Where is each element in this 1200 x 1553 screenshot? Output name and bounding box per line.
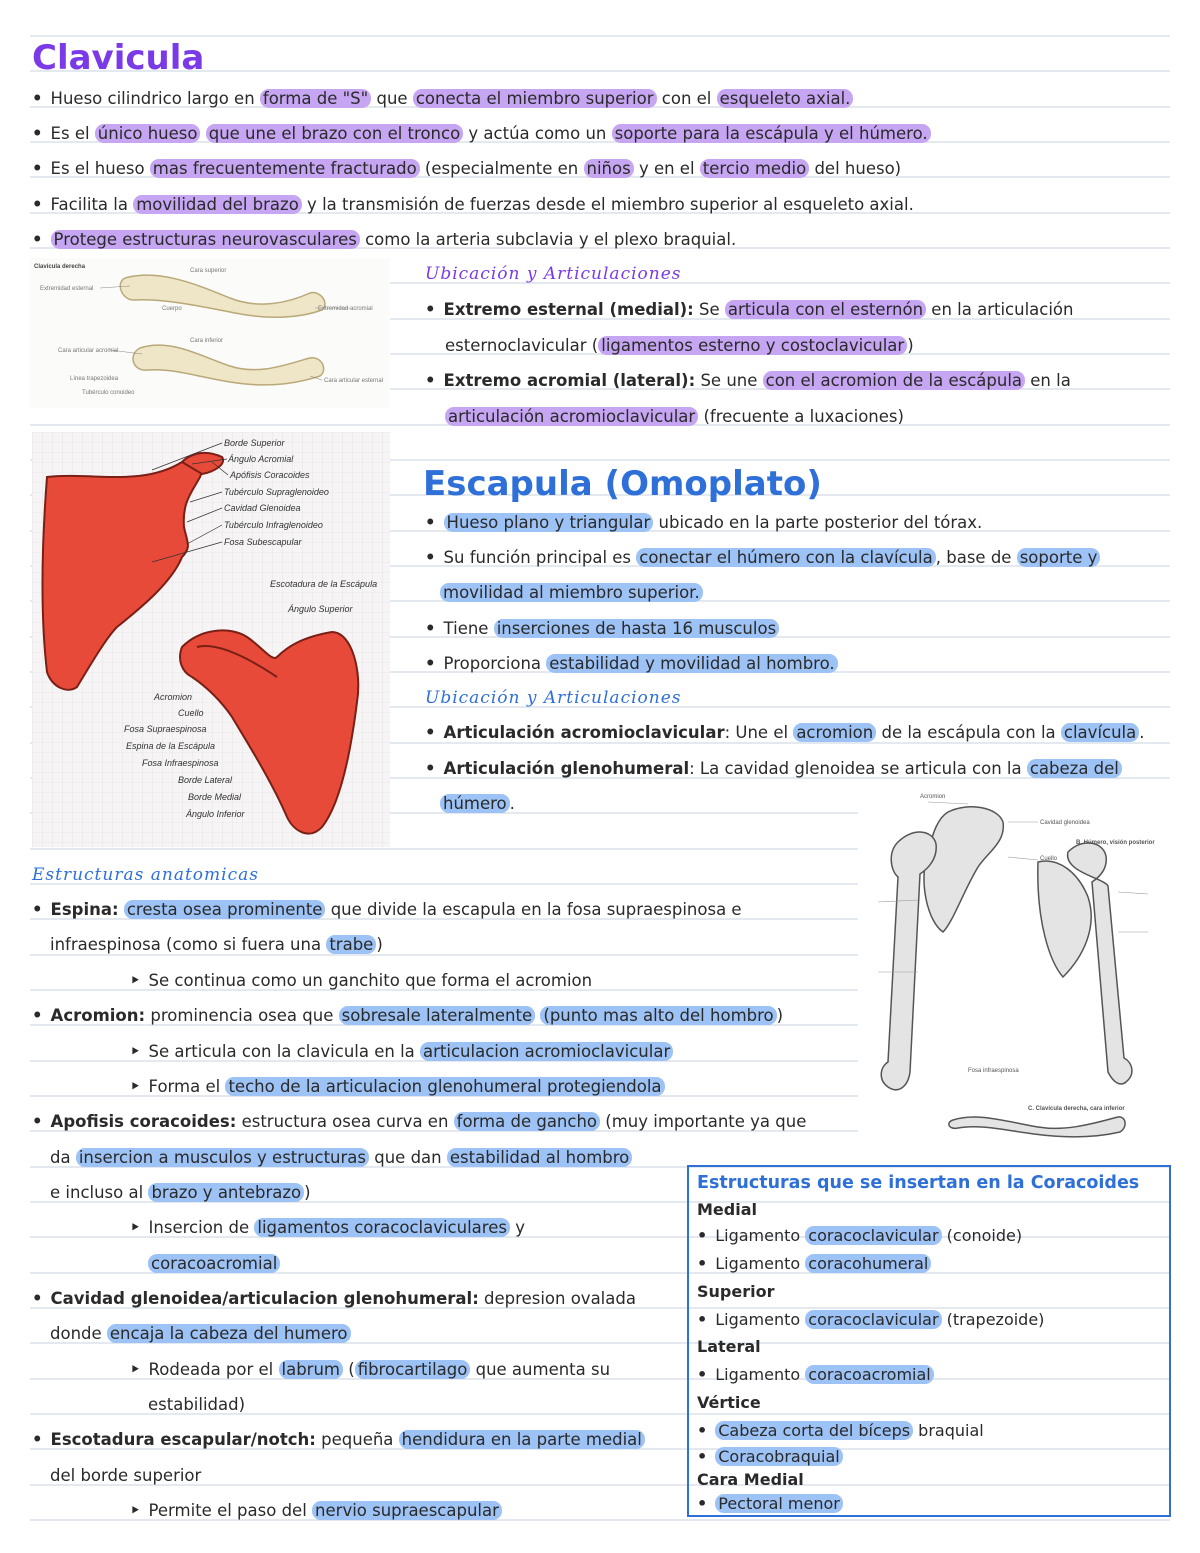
escotadura-item-cont: del borde superior bbox=[50, 1466, 202, 1485]
espina-subitem: ‣ Se continua como un ganchito que forma el acromion bbox=[130, 971, 593, 990]
superior-item-1: • Ligamento coracoclavicular (trapezoide) bbox=[697, 1310, 1045, 1329]
clavicle-label: Cara superior bbox=[190, 268, 227, 274]
clavicle-figure bbox=[30, 258, 390, 408]
vertice-item-2: • Coracobraquial bbox=[697, 1445, 843, 1469]
humerus-label: C. Clavícula derecha, cara inferior bbox=[1028, 1106, 1125, 1112]
scapula-lateral-sketch bbox=[1038, 861, 1091, 977]
scapula-posterior-sketch bbox=[924, 807, 1003, 932]
scapula-label: Cavidad Glenoidea bbox=[224, 503, 301, 513]
extremo-acromial: • Extremo acromial (lateral): Se une con el acromion de la escápula en la bbox=[425, 371, 1071, 390]
humerus-illustration bbox=[858, 782, 1170, 1142]
clavicle-label: Cuerpo bbox=[162, 306, 182, 312]
scapula-label: Acromion bbox=[154, 692, 193, 702]
extremo-esternal: • Extremo esternal (medial): Se articula con el esternón en la articulación bbox=[425, 300, 1074, 319]
articulacion-glenohumeral: • Articulación glenohumeral: La cavidad glenoidea se articula con la cabeza del bbox=[425, 757, 1122, 781]
escapula-bullet-2: • Su función principal es conectar el húmero con la clavícula , base de soporte y bbox=[425, 546, 1100, 570]
humerus-figure bbox=[858, 782, 1170, 1142]
scapula-label: Fosa Supraespinosa bbox=[124, 724, 207, 734]
extremo-acromial-cont: articulación acromioclavicular (frecuente a luxaciones) bbox=[445, 405, 904, 429]
escapula-title: Escapula (Omoplato) bbox=[423, 464, 822, 504]
medial-heading: Medial bbox=[697, 1200, 757, 1219]
scapula-label: Cuello bbox=[178, 708, 204, 718]
cavidad-subitem-cont: estabilidad) bbox=[148, 1395, 246, 1414]
scapula-label: Tubérculo Infraglenoideo bbox=[224, 520, 323, 530]
clavicle-label: Cara articular acromial bbox=[58, 348, 119, 354]
articulacion-glenohumeral-cont: húmero . bbox=[440, 792, 515, 816]
espina-item: • Espina: cresta osea prominente que divide la escapula en la fosa supraespinosa e bbox=[32, 900, 742, 919]
clavicle-inferior-sketch bbox=[949, 1117, 1125, 1137]
clavicula-bullet-4: • Facilita la movilidad del brazo y la transmisión de fuerzas desde el miembro superior al esqueleto axial. bbox=[32, 195, 914, 214]
humerus-label: B. Húmero, visión posterior bbox=[1076, 840, 1155, 846]
clavicle-label: Línea trapezoidea bbox=[70, 376, 119, 382]
clavicle-label: Cara inferior bbox=[190, 338, 224, 344]
medial-item-2: • Ligamento coracohumeral bbox=[697, 1252, 931, 1276]
scapula-label: Fosa Subescapular bbox=[224, 537, 302, 547]
acromion-subitem-1: ‣ Se articula con la clavicula en la articulacion acromioclavicular bbox=[130, 1040, 673, 1064]
articulacion-acromioclavicular: • Articulación acromioclavicular: Une el acromion de la escápula con la clavícula . bbox=[425, 723, 1145, 742]
clavicle-inferior-shape bbox=[133, 345, 324, 385]
escapula-bullet-4: • Proporciona estabilidad y movilidad al hombro. bbox=[425, 652, 838, 676]
clavicula-bullet-2: • Es el único hueso que une el brazo con el tronco y actúa como un soporte para la escápula y el húmero. bbox=[32, 122, 931, 146]
clavicle-label: Tubérculo conoideo bbox=[82, 390, 135, 396]
scapula-label: Tubérculo Supraglenoideo bbox=[224, 487, 329, 497]
clavicula-bullet-3: • Es el hueso mas frecuentemente fracturado (especialmente en niños y en el tercio medio del hueso) bbox=[32, 159, 902, 178]
humerus-label: Fosa infraespinosa bbox=[968, 1068, 1019, 1074]
clavicle-illustration bbox=[30, 258, 390, 408]
humerus-label: Cavidad glenoidea bbox=[1040, 820, 1090, 826]
humerus-label: Acromion bbox=[920, 794, 946, 800]
escotadura-item: • Escotadura escapular/notch: pequeña hendidura en la parte medial bbox=[32, 1428, 645, 1452]
espina-item-cont: infraespinosa (como si fuera una trabe ) bbox=[50, 935, 383, 954]
apofisis-subitem: ‣ Insercion de ligamentos coracoclaviculares y bbox=[130, 1218, 525, 1237]
clavicle-label: Extremidad esternal bbox=[40, 286, 94, 292]
vertice-heading: Vértice bbox=[697, 1393, 761, 1412]
scapula-label: Fosa Infraespinosa bbox=[142, 758, 219, 768]
scapula-label: Escotadura de la Escápula bbox=[270, 579, 378, 589]
scapula-label: Ángulo Acromial bbox=[228, 454, 294, 464]
acromion-item: • Acromion: prominencia osea que sobresale lateralmente (punto mas alto del hombro ) bbox=[32, 1006, 784, 1025]
escapula-bullet-3: • Tiene inserciones de hasta 16 musculos bbox=[425, 617, 779, 641]
cara-medial-heading: Cara Medial bbox=[697, 1470, 804, 1489]
cavidad-item-cont: donde encaja la cabeza del humero bbox=[50, 1322, 351, 1346]
coracoides-box-title: Estructuras que se insertan en la Coracoides bbox=[697, 1173, 1140, 1193]
clavicula-subheading: Ubicación y Articulaciones bbox=[425, 264, 682, 284]
apofisis-item: • Apofisis coracoides: estructura osea curva en forma de gancho (muy importante ya que bbox=[32, 1112, 807, 1131]
scapula-label: Apófisis Coracoides bbox=[230, 470, 310, 480]
clavicle-label: Cara articular esternal bbox=[324, 378, 384, 384]
escapula-subheading: Ubicación y Articulaciones bbox=[425, 688, 682, 708]
scapula-label: Borde Superior bbox=[224, 438, 285, 448]
escapula-bullet-2-cont: movilidad al miembro superior. bbox=[440, 581, 703, 605]
lateral-heading: Lateral bbox=[697, 1337, 761, 1356]
scapula-label: Espina de la Escápula bbox=[126, 741, 216, 751]
humerus-label: Cuello bbox=[1040, 856, 1058, 862]
scapula-label: Ángulo Inferior bbox=[186, 809, 245, 819]
clavicle-label: Clavícula derecha bbox=[34, 264, 86, 270]
scapula-figure bbox=[32, 432, 390, 847]
apofisis-subitem-cont: coracoacromial bbox=[148, 1252, 280, 1276]
medial-item-1: • Ligamento coracoclavicular (conoide) bbox=[697, 1226, 1023, 1245]
clavicula-title: Clavicula bbox=[32, 38, 205, 78]
escotadura-subitem: ‣ Permite el paso del nervio supraescapular bbox=[130, 1499, 502, 1523]
apofisis-item-cont-1: da insercion a musculos y estructuras que dan estabilidad al hombro bbox=[50, 1146, 632, 1170]
lateral-item-1: • Ligamento coracoacromial bbox=[697, 1363, 934, 1387]
scapula-label: Borde Lateral bbox=[178, 775, 233, 785]
apofisis-item-cont-2: e incluso al brazo y antebrazo ) bbox=[50, 1183, 311, 1202]
estructuras-subheading: Estructuras anatomicas bbox=[32, 865, 259, 885]
superior-heading: Superior bbox=[697, 1282, 775, 1301]
cavidad-subitem: ‣ Rodeada por el labrum ( fibrocartilago que aumenta su bbox=[130, 1360, 611, 1379]
vertice-item-1: • Cabeza corta del bíceps braquial bbox=[697, 1421, 984, 1440]
clavicula-bullet-5: • Protege estructuras neurovasculares como la arteria subclavia y el plexo braquial. bbox=[32, 230, 737, 249]
extremo-esternal-cont: esternoclavicular ( ligamentos esterno y costoclavicular ) bbox=[445, 336, 914, 355]
scapula-illustration bbox=[32, 432, 390, 847]
scapula-label: Ángulo Superior bbox=[288, 604, 353, 614]
cavidad-item: • Cavidad glenoidea/articulacion glenohumeral: depresion ovalada bbox=[32, 1289, 636, 1308]
clavicle-label: Extremidad acromial bbox=[318, 306, 373, 312]
clavicle-superior-shape bbox=[120, 275, 325, 317]
cara-medial-item-1: • Pectoral menor bbox=[697, 1492, 843, 1516]
clavicula-bullet-1: • Hueso cilindrico largo en forma de "S" que conecta el miembro superior con el esqueleto axial. bbox=[32, 87, 853, 111]
coracoides-box bbox=[687, 1165, 1171, 1517]
acromion-subitem-2: ‣ Forma el techo de la articulacion glenohumeral protegiendola bbox=[130, 1075, 665, 1099]
escapula-bullet-1: • Hueso plano y triangular ubicado en la parte posterior del tórax. bbox=[425, 513, 983, 532]
scapula-label: Borde Medial bbox=[188, 792, 242, 802]
